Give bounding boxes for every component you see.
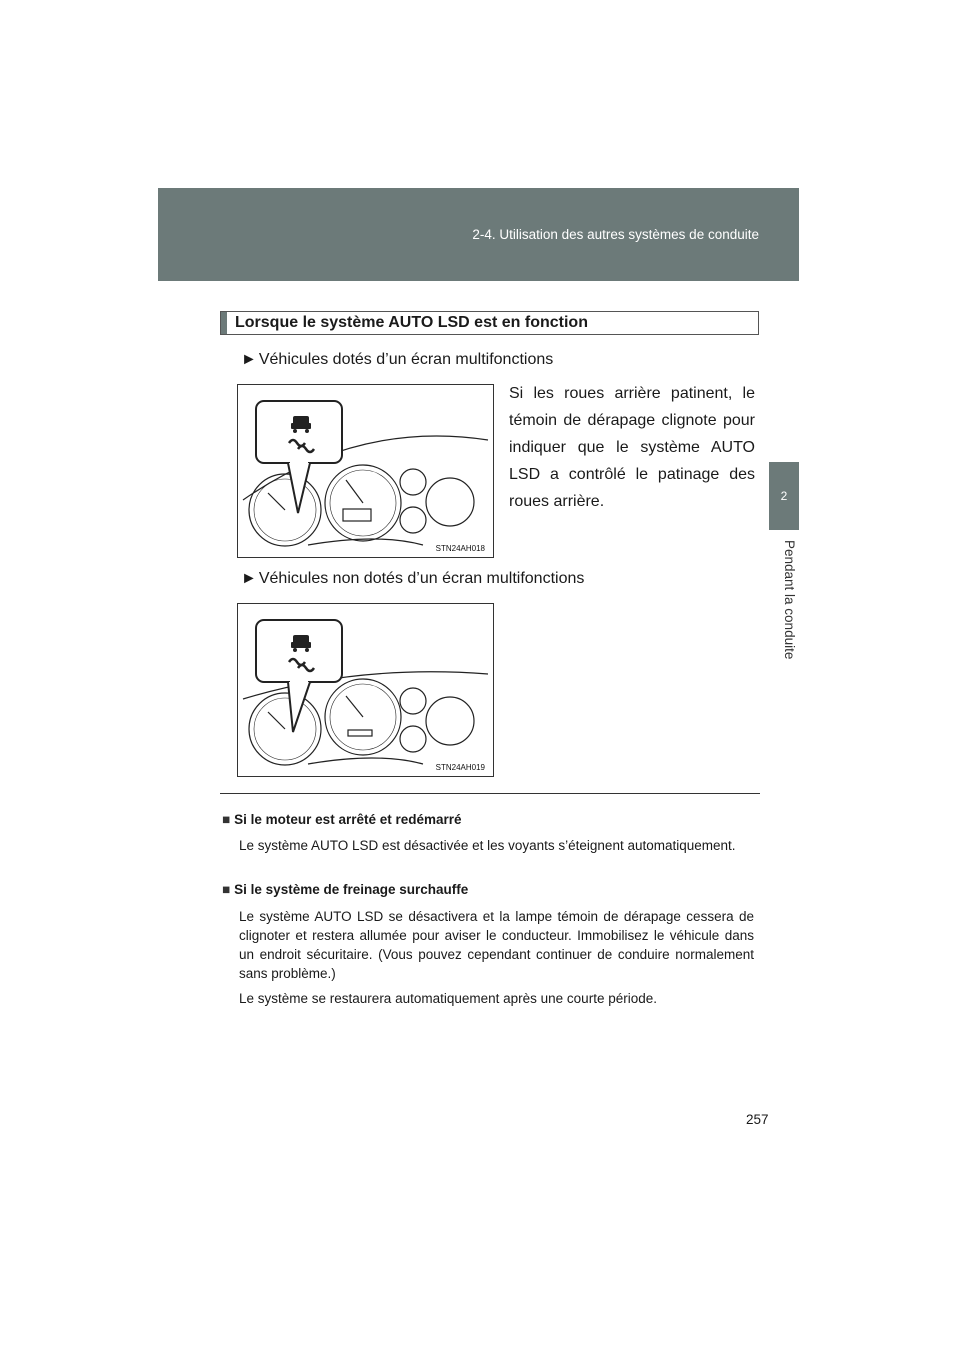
page-number: 257 xyxy=(746,1112,769,1127)
variant-description: Si les roues arrière patinent, le témoin de dérapage clignote pour indiquer que le système AUTO LSD a contrôlé le patinage des roues arrière. xyxy=(509,385,755,510)
chapter-tab-label: Pendant la conduite xyxy=(782,540,797,660)
instrument-cluster-figure-1 xyxy=(237,384,494,558)
section-divider xyxy=(220,793,760,794)
figure-code: STN24AH018 xyxy=(435,544,485,553)
square-bullet-icon: ■ xyxy=(222,812,231,827)
variant-multifunction-label xyxy=(241,351,553,369)
instrument-cluster-figure-2 xyxy=(237,603,494,777)
square-bullet-icon: ■ xyxy=(222,882,231,897)
triangle-bullet-icon: ► xyxy=(241,570,257,587)
variant-label-text: Véhicules non dotés d’un écran multifonctions xyxy=(258,570,585,587)
instrument-cluster-illustration xyxy=(238,604,493,776)
note-paragraph: Le système se restaurera automatiquement après une courte période. xyxy=(239,991,657,1006)
note-paragraph: Le système AUTO LSD se désactivera et la lampe témoin de dérapage cessera de clignoter et restera allumée pour aviser le conducteur. Immobilisez le véhicule dans un endroit sécuritaire. (Vous pouvez cependant continuer de conduire normalement sans problème.) xyxy=(239,909,754,981)
chapter-tab-number: 2 xyxy=(769,462,799,530)
chapter-header-band xyxy=(158,188,799,281)
note-heading xyxy=(222,812,462,827)
chapter-title: 2-4. Utilisation des autres systèmes de conduite xyxy=(472,227,759,242)
note-title: Si le moteur est arrêté et redémarré xyxy=(234,812,462,827)
figure-code: STN24AH019 xyxy=(435,763,485,772)
section-heading-text: Lorsque le système AUTO LSD est en fonction xyxy=(235,314,588,331)
variant-label-text: Véhicules dotés d’un écran multifonctions xyxy=(258,351,554,368)
heading-accent-bar xyxy=(221,312,227,334)
section-heading xyxy=(220,311,759,335)
instrument-cluster-illustration xyxy=(238,385,493,557)
triangle-bullet-icon: ► xyxy=(241,351,257,368)
note-paragraph: Le système AUTO LSD est désactivée et les voyants s’éteignent automatiquement. xyxy=(239,838,736,853)
note-heading xyxy=(222,882,468,897)
note-title: Si le système de freinage surchauffe xyxy=(234,882,469,897)
variant-no-multifunction-label xyxy=(241,570,584,588)
